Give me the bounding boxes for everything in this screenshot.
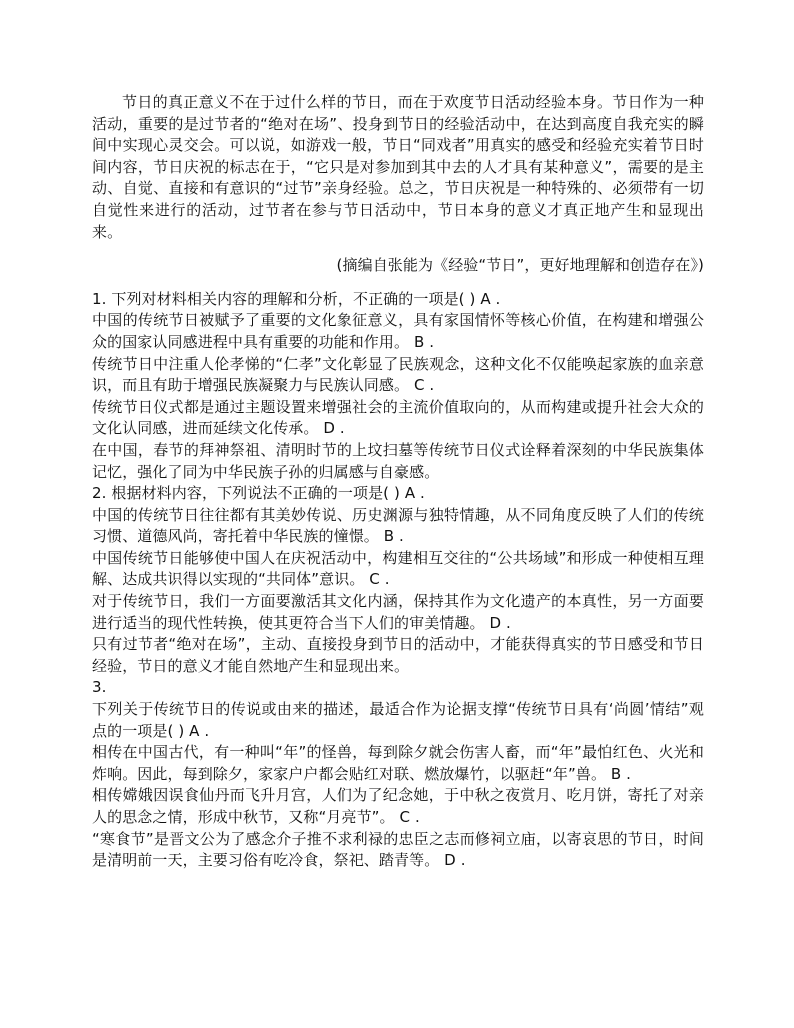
passage-paragraph: 节日的真正意义不在于过什么样的节日，而在于欢度节日活动经验本身。节日作为一种活动，重要的是过节者的“绝对在场”、投身到节日的经验活动中，在达到高度自我充实的瞬间中实现心灵交会。可以说，如游戏一般，节日“同戏者”用真实的感受和经验充实着节日时间内容，节日庆祝的标志在于，“它只是对参加到其中去的人才具有某种意义”，需要的是主动、自觉、直接和有意识的“过节”亲身经验。总之，节日庆祝是一种特殊的、必须带有一切自觉性来进行的活动，过节者在参与节日活动中，节日本身的意义才真正地产生和显现出来。 bbox=[92, 93, 704, 241]
question-number: 3. bbox=[92, 678, 107, 697]
question-stem: 2. 根据材料内容，下列说法不正确的一项是( ) A . bbox=[92, 484, 425, 503]
question-stem: 下列关于传统节日的传说或由来的描述，最适合作为论据支撑“传统节日具有‘尚圆’情结”观点的一项是( ) A . bbox=[92, 700, 704, 740]
question-option: 在中国，春节的拜神祭祖、清明时节的上坟扫墓等传统节日仪式诠释着深刻的中华民族集体记忆，强化了同为中华民族子孙的归属感与自豪感。 bbox=[92, 440, 704, 481]
question-option: “寒食节”是晋文公为了感念介子推不求利禄的忠臣之志而修祠立庙，以寄哀思的节日，时间是清明前一天，主要习俗有吃冷食，祭祀、踏青等。 D . bbox=[92, 829, 704, 870]
question-3 bbox=[92, 677, 704, 871]
question-option: 对于传统节日，我们一方面要激活其文化内涵，保持其作为文化遗产的本真性，另一方面要进行适当的现代性转换，使其更符合当下人们的审美情趣。 D . bbox=[92, 592, 704, 632]
question-option: 中国传统节日能够使中国人在庆祝活动中，构建相互交往的“公共场域”和形成一种使相互理解、达成共识得以实现的“共同体”意识。 C . bbox=[92, 548, 704, 589]
question-option: 相传嫦娥因误食仙丹而飞升月宫，人们为了纪念她，于中秋之夜赏月、吃月饼，寄托了对亲人的思念之情，形成中秋节，又称“月亮节”。 C . bbox=[92, 786, 704, 826]
question-2 bbox=[92, 483, 704, 677]
question-stem: 1. 下列对材料相关内容的理解和分析，不正确的一项是( ) A . bbox=[92, 289, 501, 308]
question-option: 相传在中国古代，有一种叫“年”的怪兽，每到除夕就会伤害人畜，而“年”最怕红色、火光和炸响。因此，每到除夕，家家户户都会贴红对联、燃放爆竹，以驱赶“年”兽。 B . bbox=[92, 743, 704, 783]
passage-source: (摘编自张能为《经验“节日”，更好地理解和创造存在》) bbox=[336, 256, 704, 275]
question-option: 传统节日仪式都是通过主题设置来增强社会的主流价值取向的，从而构建或提升社会大众的文化认同感，进而延续文化传承。 D . bbox=[92, 397, 704, 438]
question-option: 中国的传统节日往往都有其美妙传说、历史渊源与独特情趣，从不同角度反映了人们的传统习惯、道德风尚，寄托着中华民族的憧憬。 B . bbox=[92, 505, 704, 546]
question-1 bbox=[92, 289, 704, 483]
question-option: 中国的传统节日被赋予了重要的文化象征意义，具有家国情怀等核心价值，在构建和增强公众的国家认同感进程中具有重要的功能和作用。 B . bbox=[92, 311, 704, 351]
question-option: 传统节日中注重人伦孝悌的“仁孝”文化彰显了民族观念，这种文化不仅能唤起家族的血亲意识，而且有助于增强民族凝聚力与民族认同感。 C . bbox=[92, 354, 704, 395]
document-page bbox=[92, 92, 704, 872]
question-option: 只有过节者“绝对在场”，主动、直接投身到节日的活动中，才能获得真实的节日感受和节日经验，节日的意义才能自然地产生和显现出来。 bbox=[92, 635, 704, 675]
